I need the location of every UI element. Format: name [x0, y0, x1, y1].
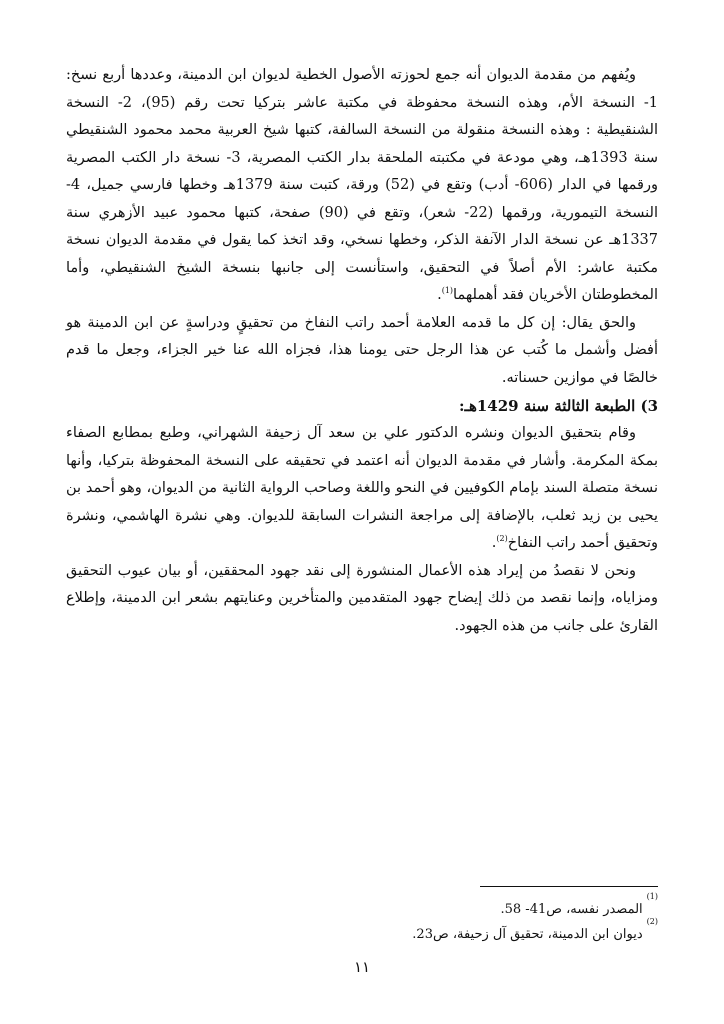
footnote-text: المصدر نفسه، ص41- 58.: [500, 902, 643, 917]
footnote-separator-rule: [480, 886, 658, 887]
page-number: ١١: [353, 958, 371, 976]
footnote-item: [66, 917, 658, 947]
body-paragraph: [66, 62, 658, 310]
section-heading: 3) الطبعة الثالثة سنة 1429هـ:: [459, 397, 658, 415]
body-text: [66, 62, 658, 640]
paragraph-text: ويُفهم من مقدمة الديوان أنه جمع لحوزته الأصول الخطية لديوان ابن الدمينة، وعددها أربع نسخ: 1- النسخة الأم، وهذه النسخة محفوظة في مكتبة عاشر بتركيا تحت رقم (95)، 2- النسخة الشنقيطية : وهذه النسخة منقولة من النسخة السالفة، كتبها شيخ العربية محمد محمود الشنقيطي سنة 1393هـ، وهي مودعة في مكتبته الملحقة بدار الكتب المصرية، 3- نسخة دار الكتب المصرية ورقمها في الدار (606- أدب) وتقع في (52) ورقة، كتبت سنة 1379هـ وخطها فارسي جميل، 4-النسخة التيمورية، ورقمها (22- شعر)، وتقع في (90) صفحة، كتبها محمود عبيد الأزهري سنة 1337هـ عن نسخة الدار الآنفة الذكر، وخطها نسخي، وقد اتخذ كما يقول في مقدمة الديوان نسخة مكتبة عاشر: الأم أصلاً في التحقيق، واستأنست إلى جانبها بنسخة الشيخ الشنقيطي، وأما المخطوطتان الأخريان فقد أهملهما: [66, 67, 658, 303]
paragraph-tail-punctuation: .: [491, 535, 497, 551]
footnote-number: (1): [646, 892, 658, 901]
document-page: [66, 62, 658, 1024]
paragraph-text: والحق يقال: إن كل ما قدمه العلامة أحمد راتب النفاخ من تحقيقٍ ودراسةٍ عن ابن الدمينة هو أفضل وأشمل ما كُتب عن هذا الرجل حتى يومنا هذا، فجزاه الله عنا خير الجزاء، وجعل ما قدم خالصًا في موازين حسناته.: [66, 314, 658, 386]
footnote-text: ديوان ابن الدمينة، تحقيق آل زحيفة، ص23.: [412, 927, 643, 942]
paragraph-text: وقام بتحقيق الديوان ونشره الدكتور علي بن سعد آل زحيفة الشهراني، وطبع بمطابع الصفاء بمكة المكرمة. وأشار في مقدمة الديوان أنه اعتمد في تحقيقه على النسخة المحفوظة بتركيا، وأنها نسخة متصلة السند بإمام الكوفيين في النحو واللغة وصاحب الرواية الثانية من الديوان، وهو أحمد بن يحيى بن زيد ثعلب، بالإضافة إلى مراجعة النشرات السابقة للديوان. وهي نشرة الهاشمي، ونشرة وتحقيق أحمد راتب النفاخ: [66, 425, 658, 551]
footnote-item: [66, 892, 658, 922]
body-paragraph: [66, 310, 658, 393]
footnote-reference[interactable]: (1): [441, 286, 454, 296]
footnotes-section: [66, 886, 658, 947]
footnote-number: (2): [646, 917, 658, 926]
body-paragraph: [66, 558, 658, 641]
footnote-reference[interactable]: (2): [496, 534, 508, 544]
paragraph-tail-punctuation: .: [437, 287, 442, 303]
paragraph-text: ونحن لا نقصدُ من إيراد هذه الأعمال المنشورة إلى نقد جهود المحققين، أو بيان عيوب التحقيق ومزاياه، وإنما نقصد من ذلك إيضاح جهود المتقدمين والمتأخرين وعنايتهم بشعر ابن الدمينة، وإطلاع القارئ على جانب من هذه الجهود.: [66, 562, 658, 634]
body-paragraph: [66, 420, 658, 558]
